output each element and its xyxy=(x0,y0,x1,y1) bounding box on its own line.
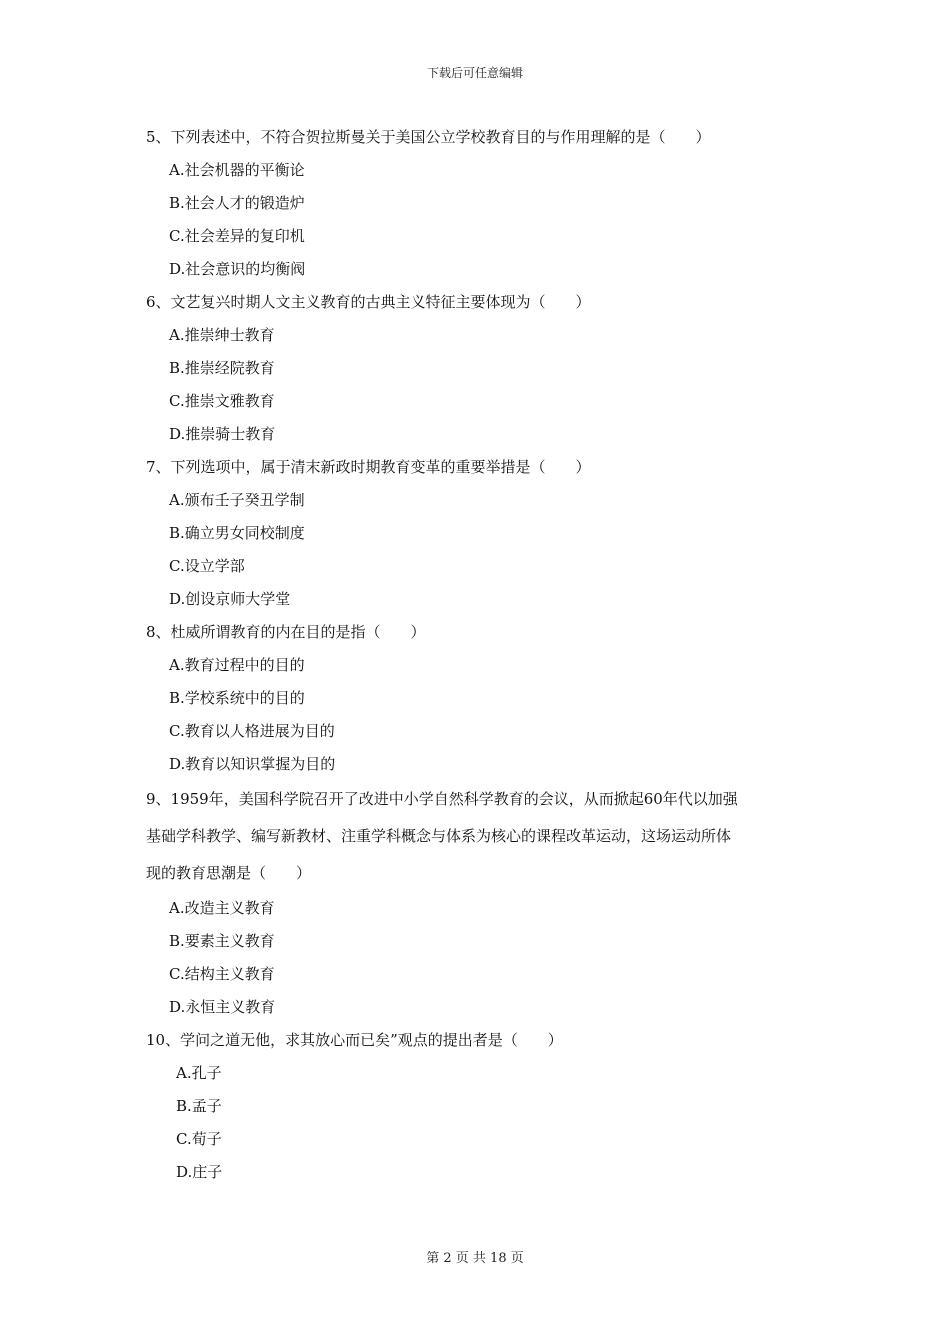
option-c: C.荀子 xyxy=(176,1130,222,1148)
question-stem: 8、杜威所谓教育的内在目的是指（ ） xyxy=(146,623,426,641)
option-a: A.改造主义教育 xyxy=(169,899,275,917)
option-a: A.教育过程中的目的 xyxy=(169,656,305,674)
option-a: A.社会机器的平衡论 xyxy=(169,161,305,179)
option-b: B.要素主义教育 xyxy=(169,932,275,950)
option-c: C.推崇文雅教育 xyxy=(169,392,275,410)
option-list xyxy=(146,1057,816,1189)
option-c: C.设立学部 xyxy=(169,557,245,575)
option-d: D.永恒主义教育 xyxy=(169,998,276,1016)
question-stem: 7、下列选项中，属于清末新政时期教育变革的重要举措是（ ） xyxy=(146,458,591,476)
option-d: D.推崇骑士教育 xyxy=(169,425,276,443)
question-6 xyxy=(146,286,816,451)
question-list xyxy=(146,121,816,1189)
option-b: B.推崇经院教育 xyxy=(169,359,275,377)
question-stem-line: 9、1959年，美国科学院召开了改进中小学自然科学教育的会议，从而掀起60年代以加强 xyxy=(146,790,738,808)
option-c: C.结构主义教育 xyxy=(169,965,275,983)
option-d: D.社会意识的均衡阀 xyxy=(169,260,306,278)
question-8 xyxy=(146,616,816,781)
option-b: B.确立男女同校制度 xyxy=(169,524,305,542)
question-stem: 5、下列表述中，不符合贺拉斯曼关于美国公立学校教育目的与作用理解的是（ ） xyxy=(146,128,711,146)
question-stem-line: 现的教育思潮是（ ） xyxy=(146,864,312,882)
option-list xyxy=(146,319,816,451)
option-c: C.社会差异的复印机 xyxy=(169,227,305,245)
option-b: B.孟子 xyxy=(176,1097,222,1115)
option-list xyxy=(146,154,816,286)
question-7 xyxy=(146,451,816,616)
page-footer: 第 2 页 共 18 页 xyxy=(426,1251,524,1266)
question-stem-line: 基础学科教学、编写新教材、注重学科概念与体系为核心的课程改革运动，这场运动所体 xyxy=(146,827,732,845)
option-b: B.社会人才的锻造炉 xyxy=(169,194,305,212)
question-10 xyxy=(146,1024,816,1189)
option-d: D.教育以知识掌握为目的 xyxy=(169,755,336,773)
question-5 xyxy=(146,121,816,286)
option-d: D.创设京师大学堂 xyxy=(169,590,291,608)
option-a: A.推崇绅士教育 xyxy=(169,326,275,344)
question-stem: 10、学问之道无他，求其放心而已矣”观点的提出者是（ ） xyxy=(146,1031,563,1049)
option-list xyxy=(146,484,816,616)
option-b: B.学校系统中的目的 xyxy=(169,689,305,707)
page-header: 下载后可任意编辑 xyxy=(426,66,523,80)
option-a: A.颁布壬子癸丑学制 xyxy=(169,491,305,509)
option-c: C.教育以人格进展为目的 xyxy=(169,722,335,740)
option-list xyxy=(146,649,816,781)
question-9 xyxy=(146,781,816,1024)
option-d: D.庄子 xyxy=(176,1163,223,1181)
option-a: A.孔子 xyxy=(176,1064,222,1082)
question-stem: 6、文艺复兴时期人文主义教育的古典主义特征主要体现为（ ） xyxy=(146,293,591,311)
option-list xyxy=(146,892,816,1024)
